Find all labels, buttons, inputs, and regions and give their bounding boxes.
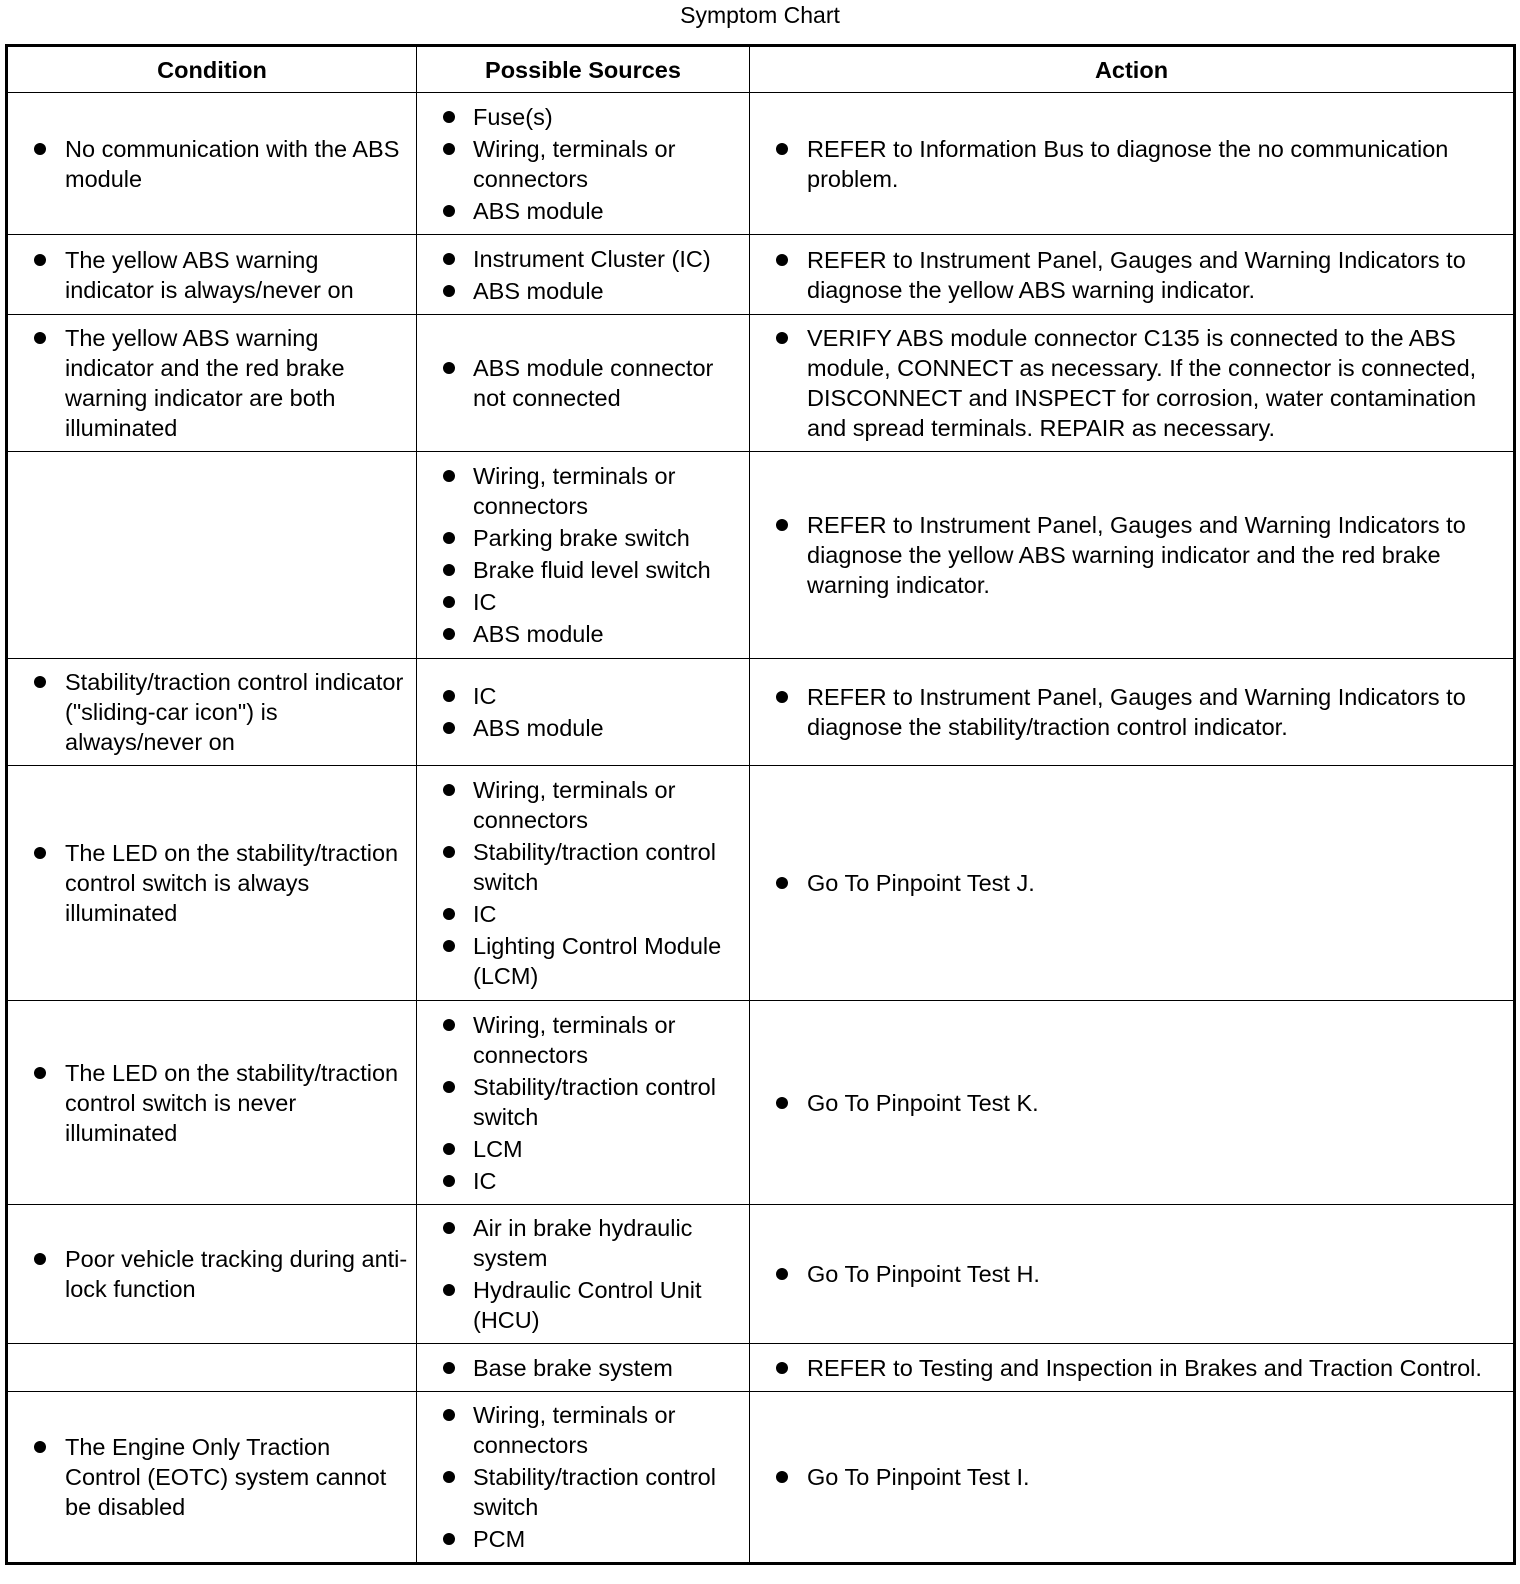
table-row xyxy=(7,1001,1515,1205)
bullet-list xyxy=(417,94,749,234)
list-item: Poor vehicle tracking during anti-lock function xyxy=(8,1244,408,1304)
list-item: LCM xyxy=(417,1134,741,1164)
list-item: No communication with the ABS module xyxy=(8,134,408,194)
symptom-table xyxy=(5,44,1516,1565)
list-item: Go To Pinpoint Test I. xyxy=(750,1462,1509,1492)
sources-cell xyxy=(417,1001,750,1205)
list-item: The LED on the stability/traction control switch is always illuminated xyxy=(8,838,408,928)
bullet-list xyxy=(750,126,1513,202)
header-row xyxy=(7,46,1515,93)
condition-cell xyxy=(7,93,417,235)
condition-cell xyxy=(7,1392,417,1564)
table-row xyxy=(7,235,1515,315)
action-cell xyxy=(750,1344,1515,1392)
list-item: Lighting Control Module (LCM) xyxy=(417,931,741,991)
condition-cell xyxy=(7,1001,417,1205)
list-item: ABS module xyxy=(417,276,741,306)
bullet-list xyxy=(417,1002,749,1204)
bullet-list xyxy=(8,830,416,936)
action-cell xyxy=(750,1205,1515,1344)
list-item: Stability/traction control switch xyxy=(417,1462,741,1522)
bullet-list xyxy=(750,1454,1513,1500)
bullet-list xyxy=(8,1424,416,1530)
list-item: Base brake system xyxy=(417,1353,741,1383)
bullet-list xyxy=(417,345,749,421)
list-item: ABS module connector not connected xyxy=(417,353,741,413)
action-cell xyxy=(750,235,1515,315)
table-row xyxy=(7,93,1515,235)
action-cell xyxy=(750,766,1515,1001)
list-item: REFER to Information Bus to diagnose the no communication problem. xyxy=(750,134,1509,194)
action-cell xyxy=(750,1001,1515,1205)
action-cell xyxy=(750,1392,1515,1564)
table-row xyxy=(7,659,1515,766)
bullet-list xyxy=(750,1251,1513,1297)
list-item: The LED on the stability/traction control switch is never illuminated xyxy=(8,1058,408,1148)
condition-cell xyxy=(7,452,417,659)
bullet-list xyxy=(417,1345,749,1391)
list-item: Air in brake hydraulic system xyxy=(417,1213,741,1273)
list-item: VERIFY ABS module connector C135 is connected to the ABS module, CONNECT as necessary. If the connector is connected, DISCONNECT and INSPECT for corrosion, water contamination and spread terminals. REPAIR as necessary. xyxy=(750,323,1509,443)
list-item: REFER to Instrument Panel, Gauges and Warning Indicators to diagnose the yellow ABS warning indicator and the red brake warning indicator. xyxy=(750,510,1509,600)
bullet-list xyxy=(750,674,1513,750)
list-item: Parking brake switch xyxy=(417,523,741,553)
list-item: PCM xyxy=(417,1524,741,1554)
condition-cell xyxy=(7,659,417,766)
list-item: ABS module xyxy=(417,713,741,743)
bullet-list xyxy=(8,1050,416,1156)
list-item: ABS module xyxy=(417,196,741,226)
list-item: Wiring, terminals or connectors xyxy=(417,134,741,194)
sources-cell xyxy=(417,659,750,766)
table-row xyxy=(7,766,1515,1001)
list-item: Wiring, terminals or connectors xyxy=(417,1010,741,1070)
list-item: The yellow ABS warning indicator is always/never on xyxy=(8,245,408,305)
condition-cell xyxy=(7,1344,417,1392)
table-row xyxy=(7,1392,1515,1564)
action-cell xyxy=(750,315,1515,452)
list-item: Go To Pinpoint Test K. xyxy=(750,1088,1509,1118)
sources-cell xyxy=(417,315,750,452)
bullet-list xyxy=(750,237,1513,313)
list-item: REFER to Instrument Panel, Gauges and Warning Indicators to diagnose the stability/traction control indicator. xyxy=(750,682,1509,742)
list-item: Stability/traction control switch xyxy=(417,1072,741,1132)
sources-cell xyxy=(417,1392,750,1564)
list-item: REFER to Instrument Panel, Gauges and Warning Indicators to diagnose the yellow ABS warning indicator. xyxy=(750,245,1509,305)
bullet-list xyxy=(417,1392,749,1562)
list-item: Fuse(s) xyxy=(417,102,741,132)
sources-cell xyxy=(417,93,750,235)
list-item: Hydraulic Control Unit (HCU) xyxy=(417,1275,741,1335)
list-item: IC xyxy=(417,587,741,617)
condition-cell xyxy=(7,315,417,452)
sources-cell xyxy=(417,766,750,1001)
sources-cell xyxy=(417,1344,750,1392)
header-action: Action xyxy=(750,46,1515,93)
bullet-list xyxy=(417,453,749,657)
bullet-list xyxy=(750,860,1513,906)
table-row xyxy=(7,1344,1515,1392)
list-item: Brake fluid level switch xyxy=(417,555,741,585)
list-item: REFER to Testing and Inspection in Brakes and Traction Control. xyxy=(750,1353,1509,1383)
table-row xyxy=(7,1205,1515,1344)
bullet-list xyxy=(750,502,1513,608)
bullet-list xyxy=(417,767,749,999)
action-cell xyxy=(750,452,1515,659)
list-item: IC xyxy=(417,899,741,929)
table-body xyxy=(7,93,1515,1564)
table-row xyxy=(7,452,1515,659)
list-item: Wiring, terminals or connectors xyxy=(417,1400,741,1460)
sources-cell xyxy=(417,452,750,659)
sources-cell xyxy=(417,235,750,315)
list-item: Stability/traction control indicator ("sliding-car icon") is always/never on xyxy=(8,667,408,757)
list-item: Go To Pinpoint Test J. xyxy=(750,868,1509,898)
list-item: Go To Pinpoint Test H. xyxy=(750,1259,1509,1289)
bullet-list xyxy=(8,237,416,313)
bullet-list xyxy=(8,315,416,451)
list-item: Instrument Cluster (IC) xyxy=(417,244,741,274)
bullet-list xyxy=(8,126,416,202)
condition-cell xyxy=(7,235,417,315)
list-item: The yellow ABS warning indicator and the red brake warning indicator are both illuminated xyxy=(8,323,408,443)
list-item: Stability/traction control switch xyxy=(417,837,741,897)
list-item: IC xyxy=(417,681,741,711)
list-item: Wiring, terminals or connectors xyxy=(417,775,741,835)
action-cell xyxy=(750,659,1515,766)
bullet-list xyxy=(750,315,1513,451)
condition-cell xyxy=(7,1205,417,1344)
header-possible-sources: Possible Sources xyxy=(417,46,750,93)
sources-cell xyxy=(417,1205,750,1344)
action-cell xyxy=(750,93,1515,235)
bullet-list xyxy=(750,1080,1513,1126)
header-condition: Condition xyxy=(7,46,417,93)
bullet-list xyxy=(417,673,749,751)
list-item: The Engine Only Traction Control (EOTC) system cannot be disabled xyxy=(8,1432,408,1522)
bullet-list xyxy=(417,1205,749,1343)
bullet-list xyxy=(8,1236,416,1312)
bullet-list xyxy=(750,1345,1513,1391)
table-row xyxy=(7,315,1515,452)
condition-cell xyxy=(7,766,417,1001)
list-item: ABS module xyxy=(417,619,741,649)
bullet-list xyxy=(417,236,749,314)
bullet-list xyxy=(8,659,416,765)
list-item: IC xyxy=(417,1166,741,1196)
chart-title: Symptom Chart xyxy=(680,2,840,28)
list-item: Wiring, terminals or connectors xyxy=(417,461,741,521)
